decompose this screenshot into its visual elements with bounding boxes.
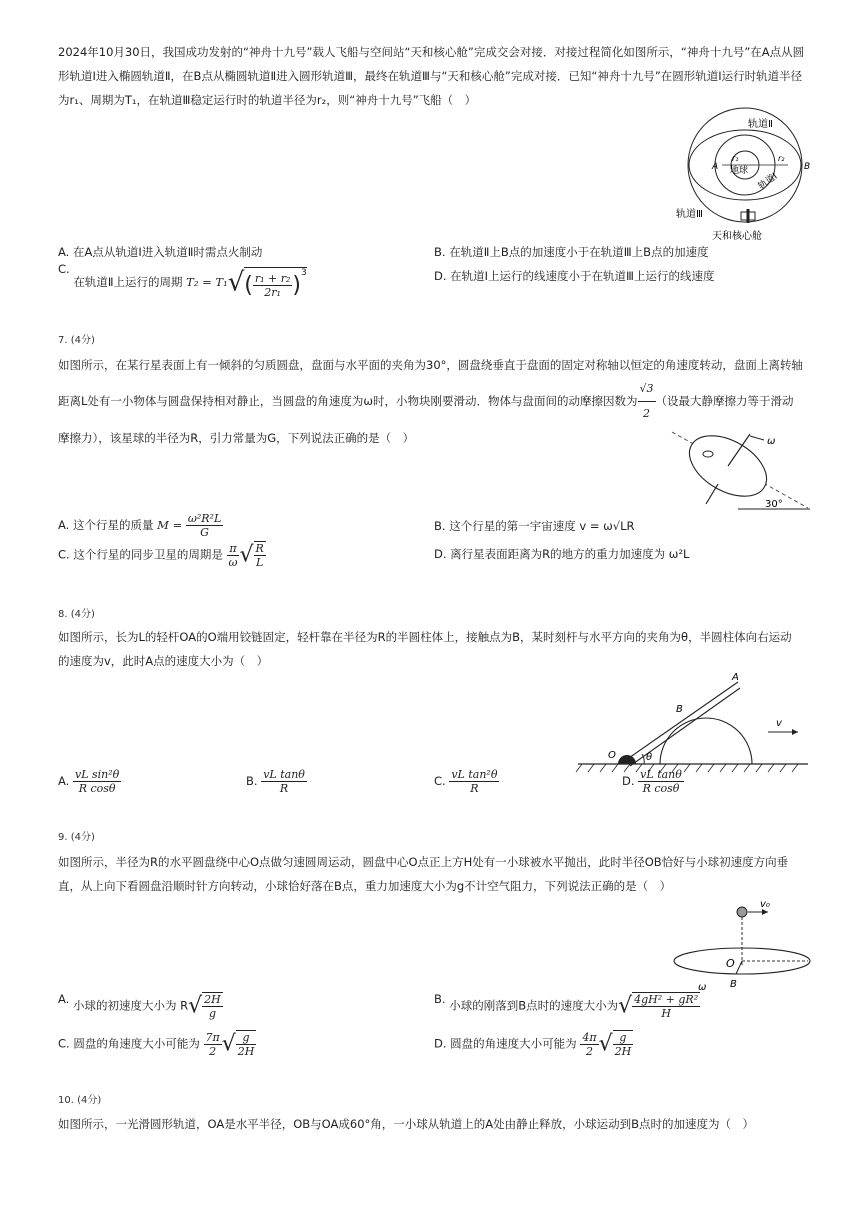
q6-fig-r1: r₁ xyxy=(732,154,739,163)
q7-option-a[interactable] xyxy=(58,512,223,539)
q7-stem-line2 xyxy=(58,377,810,426)
q6-option-c-formula: T₂ = T₁ xyxy=(186,275,228,289)
q7-option-b[interactable]: B. 这个行星的第一宇宙速度 v = ω√LR xyxy=(434,519,635,533)
q7-mu-den: 2 xyxy=(643,407,651,420)
q7-stem-line2a: 距离L处有一小物体与圆盘保持相对静止，当圆盘的角速度为ω时，小物块刚要滑动．物体与盘面间的动摩擦因数为 xyxy=(58,394,638,408)
q9-option-c-text: C. 圆盘的角速度大小可能为 xyxy=(58,1036,200,1051)
q7-score: (4分) xyxy=(70,335,95,346)
q8-option-c-num: vL tan²θ xyxy=(451,768,498,781)
q9-option-c-den: 2 xyxy=(209,1044,217,1058)
q8-option-d-num: vL tanθ xyxy=(640,768,682,781)
q9-option-c-num: 7π xyxy=(205,1030,220,1044)
q8-fig-o: O xyxy=(608,750,616,761)
q8-option-b-label: B. xyxy=(246,774,258,788)
q9-option-b-label: B. xyxy=(434,992,446,1006)
q6-orbit-figure xyxy=(672,105,817,243)
q7-option-a-num: ω²R²L xyxy=(187,512,222,525)
q10-score: (4分) xyxy=(77,1095,102,1106)
q8-fig-a: A xyxy=(732,672,739,683)
q8-option-b-den: R xyxy=(279,782,289,795)
q9-fig-b: B xyxy=(730,979,737,990)
q6-option-c-den: 2r₁ xyxy=(264,285,281,299)
q7-option-a-lhs: M = xyxy=(157,518,183,532)
q9-number: 9. xyxy=(58,832,68,843)
q7-stem-line1: 如图所示，在某行星表面上有一倾斜的匀质圆盘，盘面与水平面的夹角为30°，圆盘绕垂直于盘面的固定对称轴以恒定的角速度转动，盘面上离转轴 xyxy=(58,358,803,372)
q8-number: 8. xyxy=(58,609,68,620)
q8-fig-b: B xyxy=(676,704,683,715)
q8-option-a-label: A. xyxy=(58,774,70,788)
q8-option-d-label: D. xyxy=(622,774,635,788)
q8-option-c[interactable] xyxy=(434,768,499,795)
q6-fig-point-a: A xyxy=(712,162,719,172)
q8-stem-line2: 的速度为v，此时A点的速度大小为（ ） xyxy=(58,654,269,668)
q6-option-a[interactable]: A. 在A点从轨道Ⅰ进入轨道Ⅱ时需点火制动 xyxy=(58,245,263,259)
q10-number: 10. xyxy=(58,1095,74,1106)
q6-fig-orbit3: 轨道Ⅲ xyxy=(676,209,703,220)
q6-option-c[interactable]: C. 在轨道Ⅱ上运行的周期 T₂ = T₁√( $\frac{\text{r₁ + r₂}}{\text{2r₁}}$ )$^3$ xyxy=(58,262,307,299)
q7-stem-line3: 摩擦力），该星球的半径为R，引力常量为G，下列说法正确的是（ ） xyxy=(58,431,415,445)
q8-score: (4分) xyxy=(70,609,95,620)
q6-fig-point-b: B xyxy=(804,162,811,172)
q7-number: 7. xyxy=(58,335,68,346)
q9-score: (4分) xyxy=(70,832,95,843)
q9-option-b-text: 小球的刚落到B点时的速度大小为 xyxy=(449,998,619,1013)
q6-fig-orbit2: 轨道Ⅱ xyxy=(748,119,773,130)
q8-option-d[interactable] xyxy=(622,768,684,795)
q7-disk-figure xyxy=(668,428,813,514)
q9-stem-line2: 直，从上向下看圆盘沿顺时针方向转动，小球恰好落在B点，重力加速度大小为g不计空气阻力，下列说法正确的是（ ） xyxy=(58,879,672,893)
q9-option-a-num: 2H xyxy=(204,993,221,1006)
q9-option-d-num: 4π xyxy=(582,1030,597,1044)
q9-option-c-rden: 2H xyxy=(237,1045,255,1058)
q9-stem-line1: 如图所示，半径为R的水平圆盘绕中心O点做匀速圆周运动，圆盘中心O点正上方H处有一小球被水平抛出，此时半径OB恰好与小球初速度方向垂 xyxy=(58,855,789,869)
q9-option-d-rden: 2H xyxy=(614,1045,632,1058)
q6-option-c-text: 在轨道Ⅱ上运行的周期 xyxy=(73,275,183,289)
q6-fig-station: 天和核心舱 xyxy=(712,231,762,242)
q7-option-c-rden: L xyxy=(256,556,264,569)
q8-option-a[interactable] xyxy=(58,768,121,795)
q9-option-a-label: A. xyxy=(58,992,70,1006)
q8-option-d-den: R cosθ xyxy=(642,782,680,795)
q7-option-d[interactable]: D. 离行星表面距离为R的地方的重力加速度为 ω²L xyxy=(434,547,690,561)
q9-option-d-text: D. 圆盘的角速度大小可能为 xyxy=(434,1036,577,1051)
q7-stem-line2b: （设最大静摩擦力等于滑动 xyxy=(655,394,794,408)
q6-option-b[interactable]: B. 在轨道Ⅱ上B点的加速度小于在轨道Ⅲ上B点的加速度 xyxy=(434,245,709,259)
q7-option-c-num: π xyxy=(227,542,240,556)
q9-fig-v0: v₀ xyxy=(760,899,770,910)
q8-rod-figure xyxy=(572,670,812,776)
q9-stem xyxy=(58,850,810,898)
q6-option-c-num: r₁ + r₂ xyxy=(254,271,291,285)
q9-option-d-den: 2 xyxy=(585,1044,593,1058)
q6-option-c-exp: 3 xyxy=(301,267,307,278)
q10-stem: 如图所示，一光滑圆形轨道，OA是水平半径，OB与OA成60°角，一小球从轨道上的A处由静止释放，小球运动到B点时的加速度为（ ） xyxy=(58,1117,755,1131)
q9-option-a-den: g xyxy=(208,1007,216,1020)
q8-option-c-den: R xyxy=(470,782,479,795)
q8-stem-line1: 如图所示，长为L的轻杆OA的O端用铰链固定，轻杆靠在半径为R的半圆柱体上，接触点为B，某时刻杆与水平方向的夹角为θ，半圆柱体向右运动 xyxy=(58,630,792,644)
q8-stem xyxy=(58,625,810,673)
q6-stem: 2024年10月30日，我国成功发射的“神舟十九号”载人飞船与空间站“天和核心舱”完成交会对接．对接过程简化如图所示，“神舟十九号”在A点从圆形轨道Ⅰ进入椭圆轨道Ⅱ，在B点从椭圆轨道Ⅱ进入圆形轨道Ⅲ，最终在轨道Ⅲ与“天和核心舱”完成对接．已知“神舟十九号”在圆形轨道Ⅰ运行时轨道半径为r₁、周期为T₁，在轨道Ⅲ稳定运行时的轨道半径为r₂，则“神舟十九号”飞船（ ） xyxy=(58,45,805,107)
q6-fig-orbit1: 轨道Ⅰ xyxy=(756,171,780,192)
q6-fig-earth: 地球 xyxy=(730,166,749,176)
q7-mu-num: √3 xyxy=(638,377,656,402)
q9-option-c-rnum: g xyxy=(236,1031,257,1045)
q7-fig-omega: ω xyxy=(767,436,776,447)
q9-option-d[interactable]: D. 圆盘的角速度大小可能为 $\frac{4\pi}{2}$ √ $\frac{g}{2H}$ xyxy=(434,1030,632,1058)
q8-fig-v: v xyxy=(776,718,782,729)
q7-fig-angle: 30° xyxy=(765,499,783,510)
q6-fig-r2: r₂ xyxy=(778,154,785,163)
q9-fig-o: O xyxy=(726,957,735,970)
q8-fig-theta: θ xyxy=(646,752,653,763)
q8-option-c-label: C. xyxy=(434,774,446,788)
q7-option-a-text: A. 这个行星的质量 xyxy=(58,518,154,532)
q9-header xyxy=(58,828,95,843)
q7-option-c[interactable]: C. 这个行星的同步卫星的周期是 $\frac{\pi}{\omega}$ √ $\frac{R}{L}$ xyxy=(58,541,264,569)
q6-option-d[interactable]: D. 在轨道Ⅰ上运行的线速度小于在轨道Ⅲ上运行的线速度 xyxy=(434,269,715,283)
q7-option-c-den: ω xyxy=(228,555,238,569)
q8-option-a-num: vL sin²θ xyxy=(74,768,120,781)
q7-header xyxy=(58,331,95,346)
q8-option-b[interactable] xyxy=(246,768,307,795)
q9-fig-omega: ω xyxy=(698,982,707,993)
q9-option-b[interactable]: B. 小球的刚落到B点时的速度大小为√ $\frac{\text{4gH² + gR²}}{H}$ xyxy=(434,992,699,1020)
q9-option-c[interactable]: C. 圆盘的角速度大小可能为 $\frac{7\pi}{2}$ √ $\frac{g}{2H}$ xyxy=(58,1030,255,1058)
q9-option-b-num: 4gH² + gR² xyxy=(634,993,699,1006)
q10-header xyxy=(58,1091,101,1106)
q7-option-c-text: C. 这个行星的同步卫星的周期是 xyxy=(58,547,223,562)
q7-option-c-rnum: R xyxy=(255,542,264,555)
q8-header xyxy=(58,605,95,620)
q8-option-a-den: R cosθ xyxy=(78,782,116,795)
q9-option-b-den: H xyxy=(661,1007,671,1020)
q6-option-c-label: C. xyxy=(58,262,70,276)
q9-option-a[interactable]: A. 小球的初速度大小为 R√ $\frac{2H}{g}$ xyxy=(58,992,221,1020)
q8-option-b-num: vL tanθ xyxy=(263,768,305,781)
q9-disk-figure xyxy=(670,895,815,995)
q9-option-a-text: 小球的初速度大小为 R xyxy=(72,998,189,1013)
q9-option-d-rnum: g xyxy=(613,1031,634,1045)
q7-option-a-den: G xyxy=(200,526,209,539)
